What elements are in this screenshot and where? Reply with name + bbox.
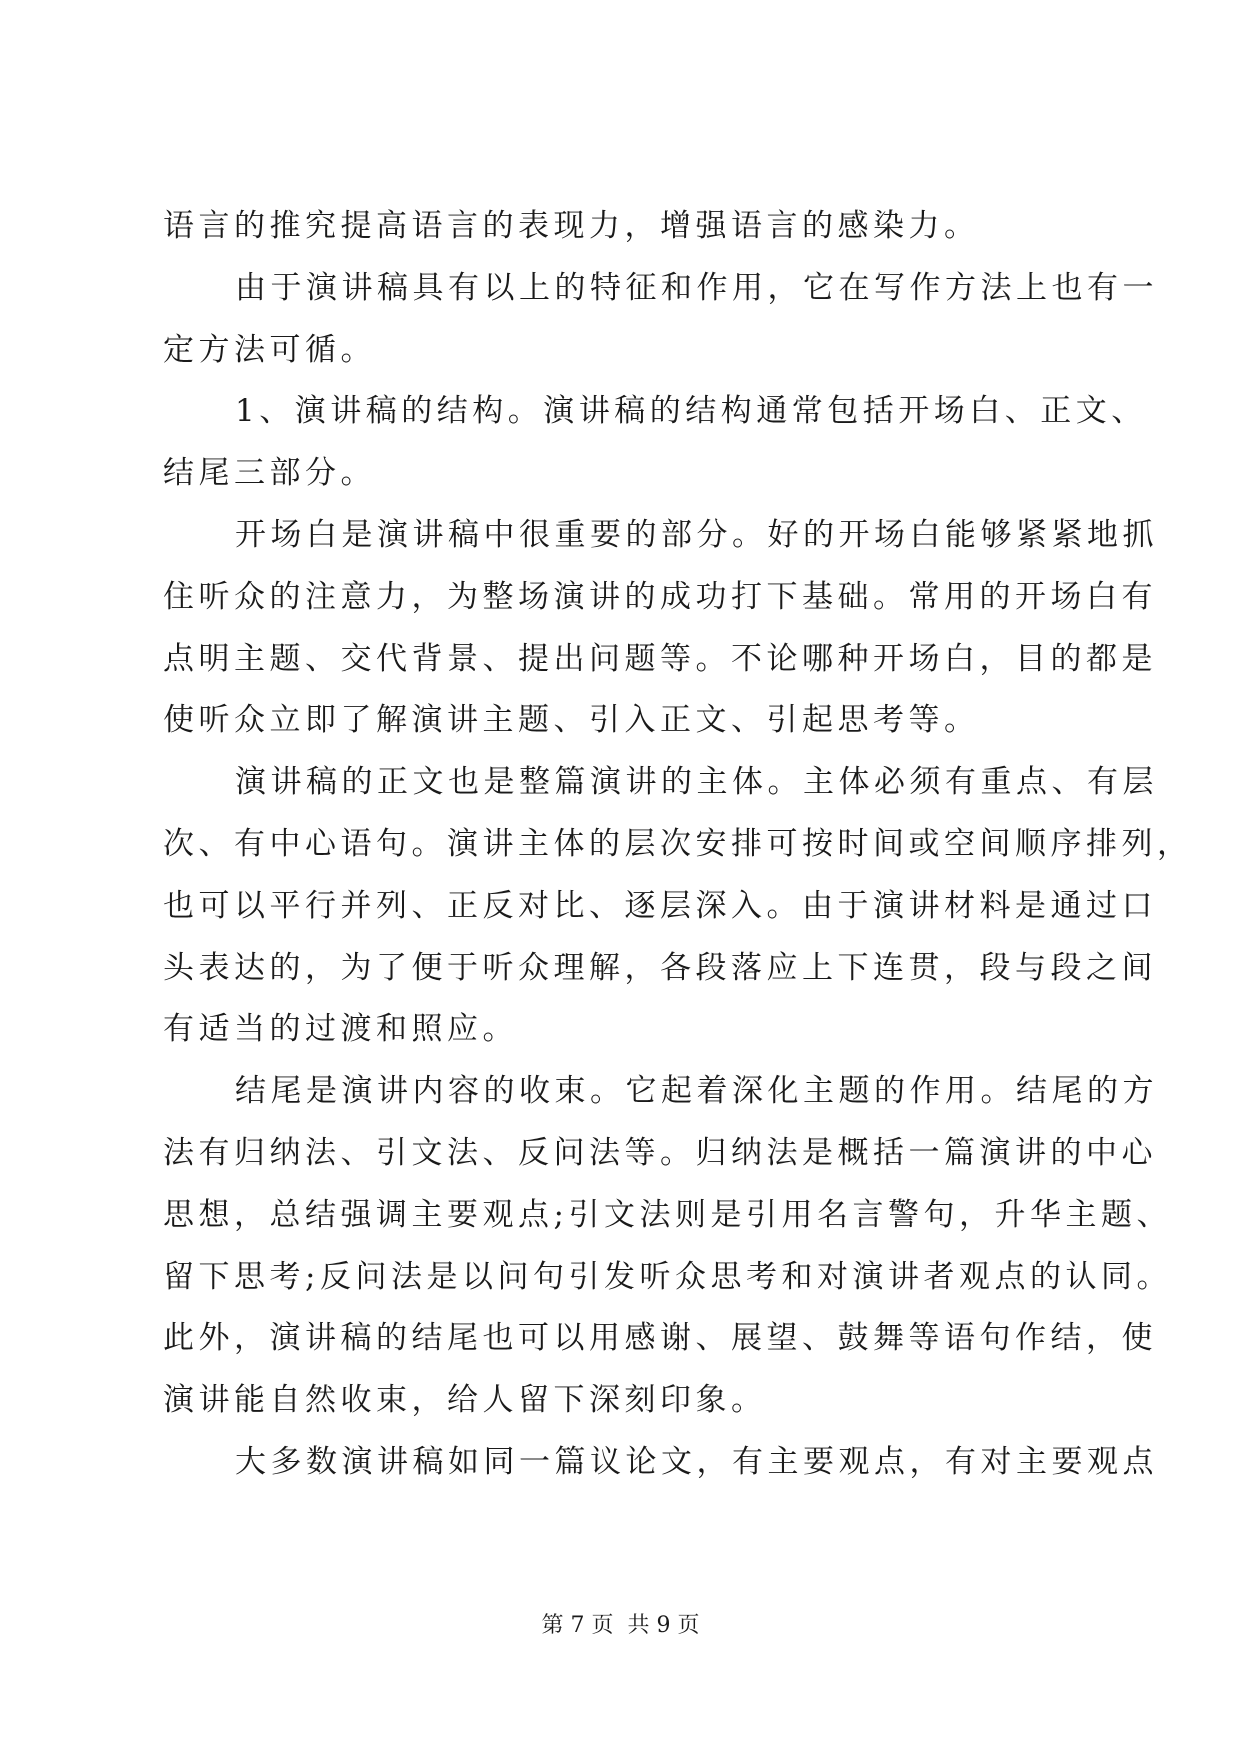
text-line: 法有归纳法、引文法、反问法等。归纳法是概括一篇演讲的中心 <box>163 1134 1157 1171</box>
text-line: 头表达的，为了便于听众理解，各段落应上下连贯，段与段之间 <box>163 949 1157 986</box>
paragraph-start-line: 大多数演讲稿如同一篇议论文，有主要观点，有对主要观点 <box>235 1443 1158 1480</box>
page-footer <box>0 1611 1241 1641</box>
text-line: 此外，演讲稿的结尾也可以用感谢、展望、鼓舞等语句作结，使 <box>163 1320 1157 1357</box>
text-line: 语言的推究提高语言的表现力，增强语言的感染力。 <box>163 208 980 244</box>
paragraph-start-line: 结尾是演讲内容的收束。它起着深化主题的作用。结尾的方 <box>235 1073 1158 1110</box>
text-line: 有适当的过渡和照应。 <box>163 1011 518 1048</box>
paragraph-start-line: 演讲稿的正文也是整篇演讲的主体。主体必须有重点、有层 <box>235 764 1158 801</box>
body-text <box>163 196 1193 1494</box>
text-line: 次、有中心语句。演讲主体的层次安排可按时间或空间顺序排列， <box>163 825 1193 862</box>
text-line: 结尾三部分。 <box>163 455 376 492</box>
text-line: 演讲能自然收束，给人留下深刻印象。 <box>163 1382 767 1419</box>
text-line: 留下思考;反问法是以问句引发听众思考和对演讲者观点的认同。 <box>163 1258 1172 1295</box>
page-number-current: 第 7 页 <box>541 1613 614 1638</box>
text-line: 思想，总结强调主要观点;引文法则是引用名言警句，升华主题、 <box>163 1196 1172 1233</box>
paragraph-start-line: 1、演讲稿的结构。演讲稿的结构通常包括开场白、正文、 <box>235 393 1147 430</box>
paragraph-start-line: 开场白是演讲稿中很重要的部分。好的开场白能够紧紧地抓 <box>235 516 1158 553</box>
text-line: 点明主题、交代背景、提出问题等。不论哪种开场白，目的都是 <box>163 640 1157 677</box>
page-number-total: 共 9 页 <box>627 1613 700 1638</box>
text-line: 使听众立即了解演讲主题、引入正文、引起思考等。 <box>163 702 980 739</box>
text-line: 住听众的注意力，为整场演讲的成功打下基础。常用的开场白有 <box>163 578 1157 615</box>
paragraph-start-line: 由于演讲稿具有以上的特征和作用，它在写作方法上也有一 <box>235 269 1158 306</box>
text-line: 也可以平行并列、正反对比、逐层深入。由于演讲材料是通过口 <box>163 887 1157 924</box>
text-line: 定方法可循。 <box>163 331 376 368</box>
